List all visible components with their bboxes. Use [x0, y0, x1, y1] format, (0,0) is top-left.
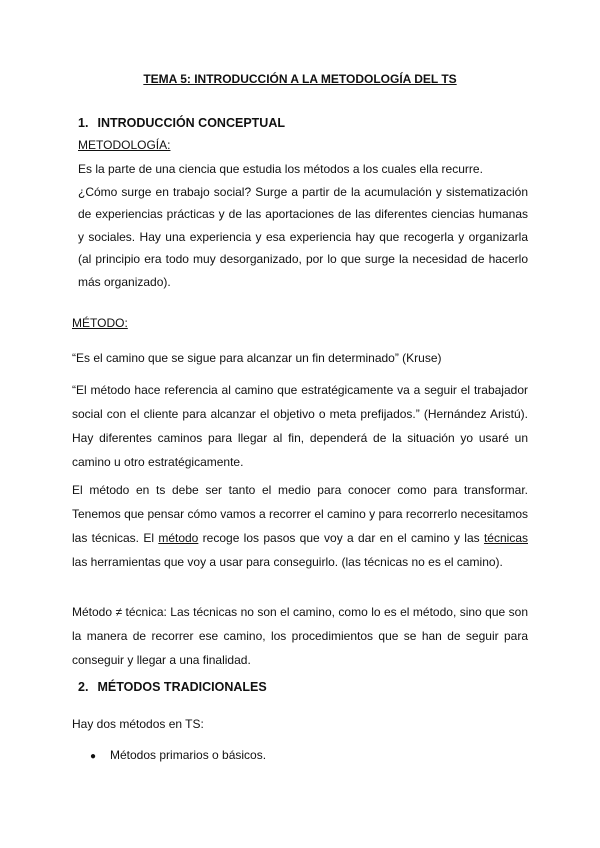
section-1-number: 1. [78, 116, 89, 130]
section-2-number: 2. [78, 680, 89, 694]
metodo-paragraph [72, 478, 528, 574]
list-item [90, 748, 266, 762]
metodologia-subheading: METODOLOGÍA: [78, 138, 171, 152]
tecnicas-underlined: técnicas [483, 531, 528, 545]
section-1-heading [78, 116, 285, 130]
section-1-title: INTRODUCCIÓN CONCEPTUAL [97, 116, 285, 130]
hernandez-quote: “El método hace referencia al camino que estratégicamente va a seguir el trabajador social con el cliente para alcanzar el objetivo o meta prefijados.” (Hernández Aristú). Hay diferentes caminos para llegar al fin, dependerá de la situación yo usaré un camino u otro estratégicamente. [72, 383, 528, 469]
document-title: TEMA 5: INTRODUCCIÓN A LA METODOLOGÍA DEL TS [143, 72, 457, 86]
metodologia-paragraph: ¿Cómo surge en trabajo social? Surge a partir de la acumulación y sistematización de experiencias prácticas y de las aportaciones de las diferentes ciencias humanas y sociales. Hay una experiencia y esa experiencia hay que recogerla y organizarla (al principio era todo muy desorganizado, por lo que surge la necesidad de hacerlo más organizado). [78, 184, 528, 289]
metodo-text-2: recoge los pasos que voy a dar en el camino y las [198, 531, 484, 545]
list-item-text: Métodos primarios o básicos. [110, 748, 267, 762]
kruse-quote: “Es el camino que se sigue para alcanzar un fin determinado” (Kruse) [72, 351, 442, 365]
section-2-title: MÉTODOS TRADICIONALES [97, 680, 267, 694]
metodologia-block [78, 158, 528, 293]
metodologia-definition: Es la parte de una ciencia que estudia los métodos a los cuales ella recurre. [78, 162, 483, 176]
section-2-intro: Hay dos métodos en TS: [72, 717, 204, 731]
metodo-text-1: El método en ts debe ser tanto el medio para conocer como para transformar. Tenemos que pensar cómo vamos a recorrer el camino y para recorrerlo necesitamos las técnicas. El [72, 483, 528, 545]
metodo-text-3: las herramientas que voy a usar para conseguirlo. (las técnicas no es el camino). [72, 555, 503, 569]
metodo-subheading: MÉTODO: [72, 316, 128, 330]
metodo-vs-tecnica-paragraph: Método ≠ técnica: Las técnicas no son el camino, como lo es el método, sino que son la manera de recorrer ese camino, los procedimientos que se han de seguir para conseguir y llegar a una finalidad. [72, 605, 528, 667]
metodo-underlined: método [158, 531, 199, 545]
bullet-dot-icon: ● [90, 751, 97, 762]
section-2-heading [78, 680, 267, 694]
